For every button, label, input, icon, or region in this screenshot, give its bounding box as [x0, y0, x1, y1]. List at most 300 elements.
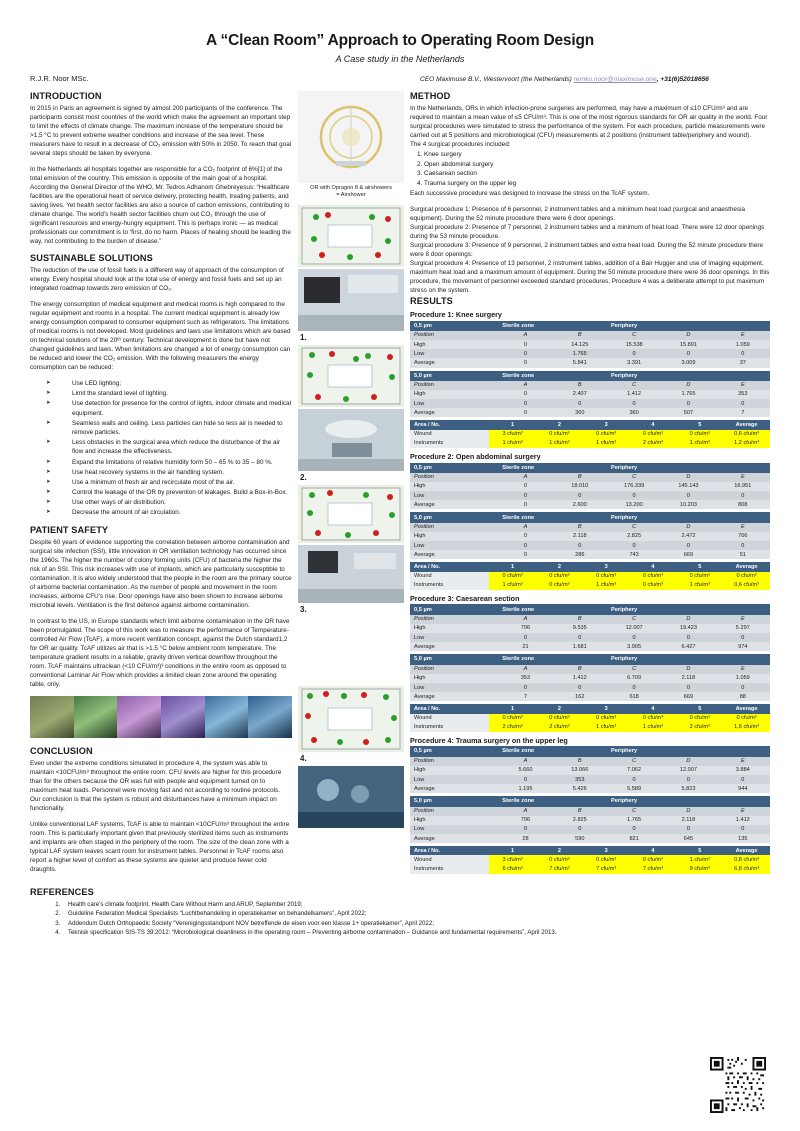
list-item: ➤ Use LED lighting; [46, 379, 292, 388]
table-cell: 7 cfu/m³ [536, 865, 583, 874]
table-cell: D [661, 523, 715, 532]
table-row [410, 381, 770, 390]
table-row [410, 340, 770, 349]
table-row [410, 766, 770, 775]
table-cell: Low [410, 491, 498, 500]
table-cell: 5.660 [498, 766, 552, 775]
table-row [410, 331, 770, 340]
table-header-row [410, 704, 770, 713]
cfu-table [410, 420, 770, 448]
table-cell: 0 cfu/m³ [489, 572, 536, 581]
table-cell: Average [723, 704, 770, 713]
email-link[interactable]: remko.noor@maximuse.one [573, 76, 657, 83]
table-cell: 0 [553, 683, 607, 692]
table-cell: 0 [716, 399, 770, 408]
table-cell: 3 [583, 704, 630, 713]
table-cell: 15.891 [661, 340, 715, 349]
table-cell: 5.841 [553, 358, 607, 367]
column-middle-images [292, 91, 410, 881]
table-cell: Area / No. [410, 420, 489, 429]
table-cell: Average [410, 834, 498, 843]
table-cell: 0 cfu/m³ [676, 572, 723, 581]
table-cell: C [607, 665, 661, 674]
table-row [410, 408, 770, 417]
or-render-caption-line1: OR with Opragon 8 & airshowers [310, 185, 392, 191]
table-cell: C [607, 331, 661, 340]
table-cell: 2 cfu/m³ [630, 439, 677, 448]
table-cell: Area / No. [410, 562, 489, 571]
table-cell: 4 [630, 562, 677, 571]
table-cell: 1.765 [607, 816, 661, 825]
table-cell: 1 cfu/m³ [676, 581, 723, 590]
table-row [410, 615, 770, 624]
section-heading-introduction: INTRODUCTION [30, 91, 102, 101]
table-cell: 2 cfu/m³ [676, 723, 723, 732]
table-cell: 6.427 [661, 642, 715, 651]
table-cell: 5,0 µm [410, 512, 498, 522]
table-cell: 0 [607, 399, 661, 408]
particle-table [410, 371, 770, 418]
table-row [410, 683, 770, 692]
table-row [410, 674, 770, 683]
table-cell: High [410, 766, 498, 775]
table-cell: 12.007 [607, 624, 661, 633]
table-cell: Instruments [410, 439, 489, 448]
particle-table [410, 654, 770, 701]
procedure-2-diagram-svg [298, 345, 404, 407]
table-cell: 0 [498, 775, 552, 784]
table-cell: 3 [583, 562, 630, 571]
table-cell: Periphery [607, 371, 770, 381]
table-row [410, 757, 770, 766]
image-label-2: 2. [300, 472, 307, 482]
table-cell: A [498, 807, 552, 816]
table-cell: 0,6 cfu/m³ [723, 430, 770, 439]
poster-header [0, 0, 800, 83]
table-cell: Instruments [410, 581, 489, 590]
table-header-row [410, 746, 770, 756]
table-row [410, 581, 770, 590]
table-cell: 5 [676, 846, 723, 855]
table-cell: 1,2 cfu/m³ [723, 439, 770, 448]
table-cell: 37 [716, 358, 770, 367]
table-cell: 0 [553, 399, 607, 408]
table-cell: 51 [716, 550, 770, 559]
table-cell: 743 [607, 550, 661, 559]
method-paragraph-5: Surgical procedure 3: Presence of 9 personnel, 2 instrument tables and extra heat load. During the 52 minute procedure there were 8 door openings: [410, 242, 763, 259]
cfu-table [410, 846, 770, 874]
table-cell: 0 [498, 340, 552, 349]
poster-columns [0, 83, 800, 881]
table-cell: 13.200 [607, 500, 661, 509]
table-cell: 12.007 [661, 766, 715, 775]
table-cell: 4 [630, 846, 677, 855]
list-item: ➤ Use detection for presence for the control of lights, indoor climate and medical equipment. [46, 399, 292, 417]
table-row [410, 500, 770, 509]
list-item: ➤ Use a minimum of fresh air and recirculate most of the air. [46, 478, 292, 487]
table-cell: 0 [607, 633, 661, 642]
method-list-intro: The 4 surgical procedures included: [410, 141, 511, 148]
or-photo-blue2 [248, 696, 292, 738]
table-row [410, 855, 770, 864]
table-cell: 706 [498, 624, 552, 633]
or-photo-green [30, 696, 74, 738]
table-header-row [410, 512, 770, 522]
table-cell: E [716, 381, 770, 390]
table-cell: 19.423 [661, 624, 715, 633]
qr-code-svg [710, 1057, 766, 1113]
table-cell: Average [723, 562, 770, 571]
table-row [410, 399, 770, 408]
table-cell: 6,8 cfu/m³ [723, 865, 770, 874]
table-cell: 0 [498, 500, 552, 509]
table-cell: Low [410, 633, 498, 642]
list-item: 3. Addendum Dutch Orthopaedic Society “Verenigingsstandpunt NOV betreffende de eisen voor een klasse 1+ operatiekamer”, April 2022; [62, 919, 770, 928]
table-cell: Low [410, 683, 498, 692]
references-section [0, 881, 800, 938]
intro-paragraph-1: In 2015 in Paris an agreement is signed by almost 200 participants of the conference. The participants consist most countries of the world which make the agreement an important step to limit the effects of climate change. The maximum increase of the temperature should be >1,5 °C to prevent extreme weather conditions and increase of the sea level. These measurers have to result in a decrease of CO₂ emission with 50% in 2050. To reach that goal several steps should be taken by everyone. [30, 105, 292, 157]
table-row [410, 430, 770, 439]
table-cell: 2 [536, 846, 583, 855]
table-row [410, 692, 770, 701]
table-cell: 618 [607, 692, 661, 701]
procedure-1-diagram-svg [298, 205, 404, 267]
table-cell: Periphery [607, 512, 770, 522]
procedure-2-diagram [298, 345, 404, 407]
table-cell: A [498, 615, 552, 624]
table-cell: 4 [630, 704, 677, 713]
list-item: ➤ Decrease the amount of air circulation. [46, 508, 292, 517]
table-cell: 9.535 [553, 624, 607, 633]
table-cell: 2.118 [661, 674, 715, 683]
table-cell: E [716, 757, 770, 766]
table-cell: 5.297 [716, 624, 770, 633]
table-cell: Wound [410, 855, 489, 864]
references-list [30, 900, 770, 938]
table-row [410, 541, 770, 550]
table-cell: 669 [661, 550, 715, 559]
table-cell: 176.339 [607, 482, 661, 491]
list-item: ➤ Use heat recovery systems in the air handling system. [46, 468, 292, 477]
table-cell: 9 cfu/m³ [676, 865, 723, 874]
table-cell: 0 [716, 491, 770, 500]
patient-safety-paragraph-2: In contrast to the US, in Europe standards which limit airborne contamination in the OR have been promulgated. The scope of this work was to measure the performance of Temperature-controlled Air Flow (TcAF), a more recent ventilation concept, against the Dutch standard1,2 for OR air quality. TcAF utilizes air that is >1.5 °C below ambient room temperature. The temperature gradient results in a reliable, gravity driven vertical downflow throughout the room. TcAF maintains ultraclean (<10 CFU/m³)³ conditions in the entire room as opposed to conventional Laminar Air Flow which provides a limited clean zone around the operating table, only. [30, 617, 290, 688]
method-paragraph-2: Each successive procedure was designed to increase the stress on the TcAF system. [410, 190, 650, 198]
table-header-row [410, 562, 770, 571]
section-heading-sustainable-solutions: SUSTAINABLE SOLUTIONS [30, 253, 153, 263]
table-cell: Position [410, 665, 498, 674]
table-cell: 1.195 [498, 784, 552, 793]
table-cell: 7 cfu/m³ [583, 865, 630, 874]
procedure-table-title: Procedure 2: Open abdominal surgery [410, 452, 541, 461]
table-cell: Periphery [607, 746, 770, 756]
table-cell: Instruments [410, 865, 489, 874]
table-cell: C [607, 381, 661, 390]
table-cell: 0,5 µm [410, 463, 498, 473]
table-cell: 7 cfu/m³ [630, 865, 677, 874]
table-cell: 0 cfu/m³ [536, 714, 583, 723]
table-cell: 0 [661, 541, 715, 550]
table-cell: 0 [498, 541, 552, 550]
table-cell: E [716, 331, 770, 340]
table-header-row [410, 420, 770, 429]
table-cell: A [498, 757, 552, 766]
or-photo-strip [30, 696, 292, 738]
table-row [410, 523, 770, 532]
table-cell: 645 [661, 834, 715, 843]
table-cell: A [498, 331, 552, 340]
table-cell: C [607, 473, 661, 482]
table-cell: 0 cfu/m³ [536, 855, 583, 864]
method-paragraph-1: In the Netherlands, ORs in which infection-prone surgeries are performed, may have a maximum of ≤10 CFU/m³ and are required to maintain a mean value of ≤5 CFU/m³. This is one of the most rigorous standards for OR air quality in the world. Four surgical procedures were simulated to stress the performance of the system. For each procedure, particle measurements were carried out at 5 positions and microbiological (CFU) measurements at 2 positions (instrument table/periphery and wound). [410, 105, 768, 139]
qr-code[interactable] [710, 1057, 766, 1113]
table-cell: 3 [583, 846, 630, 855]
conclusion-paragraph-2: Unlike conventional LAF systems, TcAF is able to maintain <10CFU/m³ throughout the entire room. This is particularly important given that previously sterilized items such as instruments and implants are often staged in the periphery of the room. The size of the clean zone with a typical LAF system leaves scant room for instrument tables. Personnel in TcAF rooms also report a higher level of comfort as these systems are quieter and produce fewer cold draughts. [30, 820, 290, 873]
table-row [410, 473, 770, 482]
procedure-table-title: Procedure 4: Trauma surgery on the upper leg [410, 735, 568, 745]
table-cell: 0 cfu/m³ [536, 581, 583, 590]
column-left [30, 91, 292, 881]
table-cell: 0,5 µm [410, 604, 498, 614]
table-cell: Sterile zone [498, 654, 607, 664]
procedure-3-diagram [298, 485, 404, 543]
table-cell: 0 cfu/m³ [536, 572, 583, 581]
list-item: ➤ Control the leakage of the OR by prevention of leakages. Build a Box-in-Box. [46, 488, 292, 497]
table-cell: 0 [498, 408, 552, 417]
table-cell: 0 cfu/m³ [583, 855, 630, 864]
table-cell: 5.589 [607, 784, 661, 793]
table-cell: C [607, 615, 661, 624]
table-cell: 706 [498, 816, 552, 825]
table-cell: B [553, 523, 607, 532]
list-item: 2. Guideline Federation Medical Specialists “Luchtbehandeling in operatiekamer en behandelkamers”, April 2022; [62, 909, 770, 918]
procedure-1-photo-svg [298, 269, 404, 331]
sustainable-measures-list [30, 379, 292, 518]
table-cell: 507 [661, 408, 715, 417]
table-cell: Average [410, 784, 498, 793]
image-label-4: 4. [300, 753, 307, 763]
table-cell: 2 [536, 704, 583, 713]
table-cell: Position [410, 757, 498, 766]
table-cell: 0 [498, 482, 552, 491]
table-cell: 88 [716, 692, 770, 701]
table-row [410, 532, 770, 541]
table-cell: 3.391 [607, 358, 661, 367]
table-cell: 286 [553, 550, 607, 559]
table-cell: Sterile zone [498, 463, 607, 473]
table-cell: 1 [489, 846, 536, 855]
procedure-4-photo [298, 766, 404, 828]
table-cell: 353 [498, 674, 552, 683]
table-cell: 5.426 [553, 784, 607, 793]
table-cell: 0 [661, 349, 715, 358]
table-cell: 1 cfu/m³ [676, 439, 723, 448]
list-item: 1. Health care’s climate footprint, Health Care Without Harm and ARUP, September 2019; [62, 900, 770, 909]
table-row [410, 784, 770, 793]
table-row [410, 349, 770, 358]
procedure-2-photo-svg [298, 409, 404, 471]
table-cell: Periphery [607, 321, 770, 331]
table-cell: E [716, 807, 770, 816]
table-cell: Position [410, 381, 498, 390]
or-photo-blue [205, 696, 249, 738]
table-row [410, 439, 770, 448]
table-cell: 0 [498, 825, 552, 834]
table-cell: Wound [410, 430, 489, 439]
table-cell: 0 [498, 633, 552, 642]
table-cell: 0 [607, 683, 661, 692]
author-name: R.J.R. Noor MSc. [30, 74, 89, 83]
particle-table [410, 321, 770, 368]
list-item: 3. Caesarean section [424, 169, 770, 179]
table-cell: Average [410, 358, 498, 367]
table-cell: 360 [553, 408, 607, 417]
table-row [410, 834, 770, 843]
table-cell: Position [410, 473, 498, 482]
author-line [0, 74, 800, 83]
table-cell: Periphery [607, 654, 770, 664]
table-cell: 10.203 [661, 500, 715, 509]
table-header-row [410, 321, 770, 331]
table-cell: 0 cfu/m³ [676, 430, 723, 439]
table-cell: 0 [498, 349, 552, 358]
table-cell: Position [410, 331, 498, 340]
table-cell: 0 [498, 683, 552, 692]
patient-safety-paragraph-1: Despite 60 years of evidence supporting the correlation between airborne contamination and surgical site infection (SSI), little innovation in OR ventilation technology has occurred since the 1960s. The higher the number of colony forming units (CFU) of bacteria the higher the risk of an SSI. This risk increases with use of implants, which are particularly susceptible to contamination. It is also widely understood that the people in the room are the primary source of airborne bacterial contamination. As the number of people and movement in the room increases, airborne CFU’s rise. Door openings have also been shown to increase airborne microbial levels. Ventilation is the first defence against airborne contamination. [30, 538, 292, 609]
table-row [410, 775, 770, 784]
table-cell: Average [410, 692, 498, 701]
table-cell: Average [723, 846, 770, 855]
list-item: 4. Trauma surgery on the upper leg [424, 179, 770, 189]
table-header-row [410, 654, 770, 664]
table-cell: 1 cfu/m³ [536, 439, 583, 448]
table-cell: Low [410, 399, 498, 408]
cfu-table [410, 704, 770, 732]
or-photo-violet [161, 696, 205, 738]
table-cell: 5,0 µm [410, 654, 498, 664]
table-cell: High [410, 674, 498, 683]
table-cell: 28 [498, 834, 552, 843]
table-cell: 0 [553, 633, 607, 642]
table-cell: 1 cfu/m³ [489, 439, 536, 448]
table-cell: Periphery [607, 463, 770, 473]
table-cell: 0 [716, 541, 770, 550]
table-cell: 0 cfu/m³ [676, 714, 723, 723]
table-cell: 2.407 [553, 390, 607, 399]
table-cell: 1.765 [553, 349, 607, 358]
table-cell: C [607, 757, 661, 766]
list-item: ➤ Seamless walls and ceiling. Less particles can hide so less air is needed to remove particles. [46, 419, 292, 437]
table-cell: 0 cfu/m³ [630, 855, 677, 864]
table-cell: 590 [553, 834, 607, 843]
table-cell: 0 [607, 775, 661, 784]
table-row [410, 642, 770, 651]
phone-text: , +31(6)52018656 [656, 76, 709, 83]
table-header-row [410, 846, 770, 855]
table-cell: 0,5 µm [410, 321, 498, 331]
table-cell: C [607, 523, 661, 532]
list-item: ➤ Limit the standard level of lighting. [46, 389, 292, 398]
procedure-1-photo [298, 269, 404, 331]
table-cell: C [607, 807, 661, 816]
image-label-1: 1. [300, 332, 307, 342]
particle-table [410, 463, 770, 510]
table-cell: 5.823 [661, 784, 715, 793]
table-cell: 1 cfu/m³ [583, 723, 630, 732]
table-cell: 1.412 [553, 674, 607, 683]
table-cell: 1 cfu/m³ [676, 855, 723, 864]
procedure-3-diagram-svg [298, 485, 404, 543]
table-cell: 2 [536, 562, 583, 571]
table-row [410, 807, 770, 816]
table-row [410, 714, 770, 723]
table-cell: 0 [553, 541, 607, 550]
table-cell: 145.143 [661, 482, 715, 491]
table-cell: 0 [716, 683, 770, 692]
table-cell: 5 [676, 704, 723, 713]
procedure-table-title: Procedure 3: Caesarean section [410, 593, 520, 603]
author-affiliation-block [290, 76, 770, 83]
list-item: ➤ Expand the limitations of relative humidity form 50 – 65 % to 35 – 80 %. [46, 458, 292, 467]
table-cell: 0 cfu/m³ [583, 572, 630, 581]
table-cell: 2.118 [553, 532, 607, 541]
table-cell: 2 cfu/m³ [489, 723, 536, 732]
table-cell: 0 cfu/m³ [583, 714, 630, 723]
table-cell: 21 [498, 642, 552, 651]
table-cell: Average [410, 550, 498, 559]
table-cell: 2.825 [553, 816, 607, 825]
table-cell: 0 [607, 491, 661, 500]
table-cell: Sterile zone [498, 746, 607, 756]
table-row [410, 572, 770, 581]
table-row [410, 633, 770, 642]
table-cell: 1.059 [716, 674, 770, 683]
method-paragraph-4: Surgical procedure 2: Presence of 7 personnel, 2 instrument tables and a minimum of heat load. There were 12 door openings during the 53 minute procedure. [410, 224, 765, 241]
table-cell: 0 [553, 825, 607, 834]
table-cell: 0 [607, 825, 661, 834]
table-cell: 1 cfu/m³ [583, 439, 630, 448]
table-cell: Area / No. [410, 704, 489, 713]
table-row [410, 482, 770, 491]
table-cell: 0,6 cfu/m³ [723, 581, 770, 590]
table-row [410, 723, 770, 732]
table-cell: 5,0 µm [410, 371, 498, 381]
sustainable-paragraph-1: The reduction of the use of fossil fuels is a different way of approach of the consumption of energy. Every hospital should look at the total use of energy and fossil fuels and set up an integrated roadmap towards zero emission of CO₂. [30, 267, 284, 292]
table-cell: 2.472 [661, 532, 715, 541]
table-cell: 3 [583, 420, 630, 429]
table-cell: Low [410, 349, 498, 358]
table-cell: Sterile zone [498, 321, 607, 331]
particle-table [410, 746, 770, 793]
list-item: ➤ Less obstacles in the surgical area which reduce the disturbance of the air flow and increase the effectiveness. [46, 438, 292, 456]
column-right [410, 91, 770, 881]
table-cell: E [716, 473, 770, 482]
table-cell: Average [723, 420, 770, 429]
table-cell: 0 [661, 633, 715, 642]
method-paragraph-6: Surgical procedure 4: Presence of 13 personnel, 2 instrument tables, addition of a Bair Hugger and use of imaging equipment, maximum heat load and a maximum amount of equipment. During the 50 minute procedure there were 36 door openings. In this procedure, the movement of personnel exceeded standard procedures. Procedure 4 was a deliberate attempt to put maximum stress on the system. [410, 260, 770, 295]
table-row [410, 825, 770, 834]
table-cell: 1.765 [661, 390, 715, 399]
table-cell: 0 [661, 399, 715, 408]
procedure-2-photo [298, 409, 404, 471]
table-cell: 2.825 [607, 532, 661, 541]
table-cell: 3.905 [607, 642, 661, 651]
table-cell: D [661, 473, 715, 482]
procedure-4-photo-svg [298, 766, 404, 828]
method-procedures-list [410, 150, 770, 188]
table-cell: Instruments [410, 723, 489, 732]
table-cell: 1 cfu/m³ [489, 581, 536, 590]
